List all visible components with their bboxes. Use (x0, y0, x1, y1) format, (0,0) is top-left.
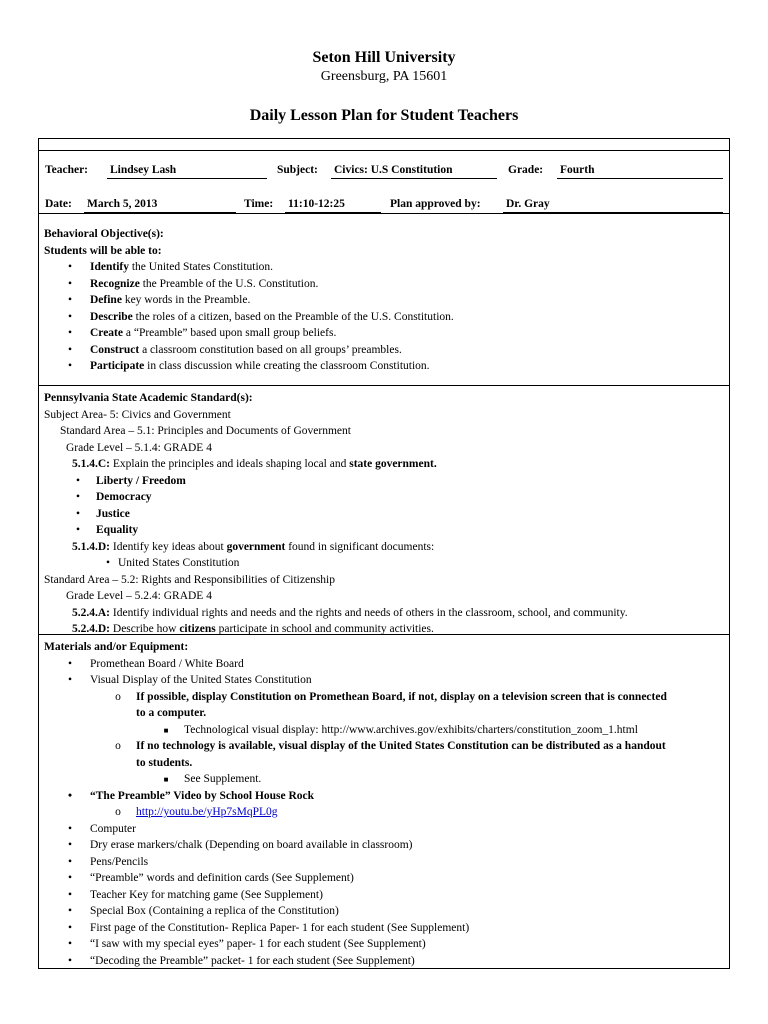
list-item (44, 310, 724, 327)
standard-text: Identify key ideas about (110, 540, 227, 553)
circle-bullet-icon: o (115, 806, 121, 818)
grade-label: Grade: (508, 164, 544, 176)
bullet-icon: • (67, 855, 73, 868)
list-item-text: Pens/Pencils (90, 855, 149, 868)
list-item (44, 490, 724, 507)
bullet-icon: • (75, 474, 81, 487)
bullet-icon: • (67, 310, 73, 323)
subject-label: Subject: (277, 164, 318, 176)
field-underline (557, 178, 723, 179)
list-item-continued: to students. (136, 756, 193, 769)
date-value: March 5, 2013 (87, 198, 158, 210)
bullet-icon: • (75, 491, 81, 503)
university-name: Seton Hill University (312, 49, 456, 66)
list-item (44, 343, 724, 360)
list-item (44, 673, 724, 690)
bullet-icon: • (67, 343, 73, 356)
list-item-text: Special Box (Containing a replica of the Constitution) (90, 905, 339, 917)
list-item-text: Promethean Board / White Board (90, 657, 244, 670)
materials-list (44, 822, 724, 971)
time-label: Time: (244, 198, 274, 210)
bullet-icon: • (67, 360, 73, 372)
bullet-icon: • (67, 954, 73, 967)
bullet-icon: • (75, 524, 81, 536)
materials-section (44, 640, 724, 970)
list-item (44, 789, 724, 806)
list-item (44, 921, 724, 938)
teacher-value: Lindsey Lash (110, 164, 177, 176)
standards-section (44, 391, 724, 639)
objectives-section (44, 227, 724, 376)
table-divider (38, 150, 730, 151)
approved-value: Dr. Gray (506, 198, 550, 210)
standard-code: 5.2.4.D: (72, 623, 111, 635)
field-underline (285, 212, 381, 213)
grade-level-5-1-4: Grade Level – 5.1.4: GRADE 4 (66, 441, 212, 454)
list-item-text: “Decoding the Preamble” packet- 1 for each student (See Supplement) (90, 954, 415, 967)
objective-verb: Create (90, 327, 123, 339)
list-item-text: United States Constitution (118, 557, 240, 569)
objective-verb: Participate (90, 360, 145, 372)
bullet-icon: • (67, 657, 73, 670)
objective-text: a “Preamble” based upon small group beliefs. (123, 327, 337, 339)
field-underline (84, 212, 236, 213)
list-item-text: Teacher Key for matching game (See Supplement) (90, 888, 323, 901)
subject-area: Subject Area- 5: Civics and Government (44, 408, 231, 421)
list-item (44, 723, 724, 740)
standard-5-2-4-a (44, 606, 724, 623)
standard-text: Describe how (110, 623, 180, 635)
list-item (44, 855, 724, 872)
list-item-text: Dry erase markers/chalk (Depending on board available in classroom) (90, 839, 413, 851)
standard-text: Explain the principles and ideals shaping local and (110, 458, 350, 470)
list-item (44, 507, 724, 524)
list-item (44, 326, 724, 343)
objective-text: key words in the Preamble. (121, 294, 251, 306)
circle-bullet-icon: o (115, 690, 121, 703)
list-item (44, 474, 724, 491)
document-title: Daily Lesson Plan for Student Teachers (249, 107, 519, 124)
list-item (44, 822, 724, 839)
standard-text: found in significant documents: (285, 540, 435, 553)
approved-label: Plan approved by: (390, 198, 481, 210)
standard-text: Identify individual rights and needs and the rights and needs of others in the classroom, school, and community. (110, 606, 628, 619)
bullet-icon: • (67, 277, 73, 290)
subject-value: Civics: U.S Constitution (334, 164, 453, 176)
list-item (44, 954, 724, 971)
list-item (44, 293, 724, 310)
table-divider (38, 385, 730, 386)
grade-level-5-2-4: Grade Level – 5.2.4: GRADE 4 (66, 590, 212, 602)
list-item-text: See Supplement. (184, 773, 262, 785)
list-item-text: If no technology is available, visual display of the United States Constitution can be distributed as a handout (136, 740, 666, 752)
video-link[interactable]: http://youtu.be/yHp7sMqPL0g (136, 806, 278, 818)
field-underline (107, 178, 267, 179)
list-item-text: “The Preamble” Video by School House Rock (90, 789, 315, 802)
list-item-text: If possible, display Constitution on Promethean Board, if not, display on a television screen that is connected (136, 690, 667, 703)
standard-code: 5.1.4.D: (72, 540, 111, 553)
objective-text: in class discussion while creating the classroom Constitution. (144, 360, 430, 372)
objective-verb: Recognize (90, 277, 140, 290)
list-item-continued: to a computer. (136, 707, 207, 719)
date-label: Date: (45, 198, 72, 210)
objectives-list (44, 260, 724, 376)
list-item (44, 277, 724, 294)
bullet-icon: • (67, 938, 73, 950)
square-bullet-icon: ■ (163, 725, 169, 735)
field-underline (331, 178, 497, 179)
principle-text: Equality (96, 524, 139, 536)
university-address: Greensburg, PA 15601 (320, 69, 448, 84)
bullet-icon: • (75, 507, 81, 520)
standard-code: 5.2.4.A: (72, 606, 111, 619)
list-item (44, 904, 724, 921)
list-item (44, 838, 724, 855)
objectives-subheading: Students will be able to: (44, 244, 162, 257)
principle-text: Liberty / Freedom (96, 474, 186, 487)
list-item (44, 657, 724, 674)
list-item-text: Technological visual display: http://www.archives.gov/exhibits/charters/constitution_zoom_1.html (184, 723, 638, 736)
objective-text: the roles of a citizen, based on the Preamble of the U.S. Constitution. (132, 310, 454, 323)
grade-value: Fourth (560, 164, 595, 176)
list-item (44, 888, 724, 905)
list-item (44, 871, 724, 888)
list-item (44, 359, 724, 376)
objectives-heading: Behavioral Objective(s): (44, 228, 164, 240)
circle-bullet-icon: o (115, 740, 121, 752)
standard-5-1-4-c (44, 457, 724, 474)
table-divider (38, 213, 730, 214)
square-bullet-icon: ■ (163, 775, 169, 784)
principle-text: Democracy (96, 491, 152, 503)
bullet-icon: • (67, 872, 73, 884)
bullet-icon: • (67, 261, 73, 273)
principle-text: Justice (96, 507, 130, 520)
objective-verb: Identify (90, 261, 129, 273)
field-underline (503, 212, 723, 213)
list-item (44, 690, 724, 707)
bullet-icon: • (67, 839, 73, 851)
objective-text: the United States Constitution. (128, 261, 274, 273)
bullet-icon: • (67, 294, 73, 306)
teacher-label: Teacher: (45, 164, 89, 176)
list-item-text: Visual Display of the United States Constitution (90, 674, 312, 686)
materials-heading: Materials and/or Equipment: (44, 641, 189, 653)
objective-verb: Describe (90, 310, 133, 323)
bullet-icon: • (67, 822, 73, 835)
standard-area-5-2: Standard Area – 5.2: Rights and Responsibilities of Citizenship (44, 573, 335, 586)
list-item (44, 523, 724, 540)
bullet-icon: • (67, 327, 73, 339)
bullet-icon: • (67, 674, 73, 686)
list-item (44, 772, 724, 789)
bullet-icon: • (67, 905, 73, 917)
list-item (44, 739, 724, 756)
list-item-text: “Preamble” words and definition cards (See Supplement) (90, 872, 354, 884)
principles-list (44, 474, 724, 540)
objective-verb: Construct (90, 343, 140, 356)
time-value: 11:10-12:25 (288, 198, 345, 210)
standard-keyword: citizens (179, 623, 216, 635)
objective-text: the Preamble of the U.S. Constitution. (139, 277, 319, 290)
objective-text: a classroom constitution based on all groups’ preambles. (139, 343, 402, 356)
bullet-icon: • (67, 888, 73, 901)
bullet-icon: • (67, 921, 73, 934)
standard-5-2-4-d (44, 622, 724, 639)
objective-verb: Define (90, 294, 122, 306)
list-item (44, 556, 724, 573)
list-item (44, 260, 724, 277)
list-item (44, 805, 724, 822)
list-item-text: “I saw with my special eyes” paper- 1 for each student (See Supplement) (90, 938, 426, 950)
standard-area-5-1: Standard Area – 5.1: Principles and Documents of Government (60, 425, 351, 437)
list-item-text: First page of the Constitution- Replica Paper- 1 for each student (See Supplement) (90, 921, 470, 934)
bullet-icon: • (67, 789, 73, 802)
standard-keyword: state government. (349, 458, 437, 470)
list-item (44, 937, 724, 954)
bullet-icon: • (105, 557, 111, 569)
standard-keyword: government (226, 540, 286, 553)
standard-code: 5.1.4.C: (72, 458, 111, 470)
list-item-text: Computer (90, 822, 136, 835)
standard-5-1-4-d (44, 540, 724, 557)
standard-text: participate in school and community activities. (215, 623, 434, 635)
standards-heading: Pennsylvania State Academic Standard(s): (44, 392, 253, 404)
